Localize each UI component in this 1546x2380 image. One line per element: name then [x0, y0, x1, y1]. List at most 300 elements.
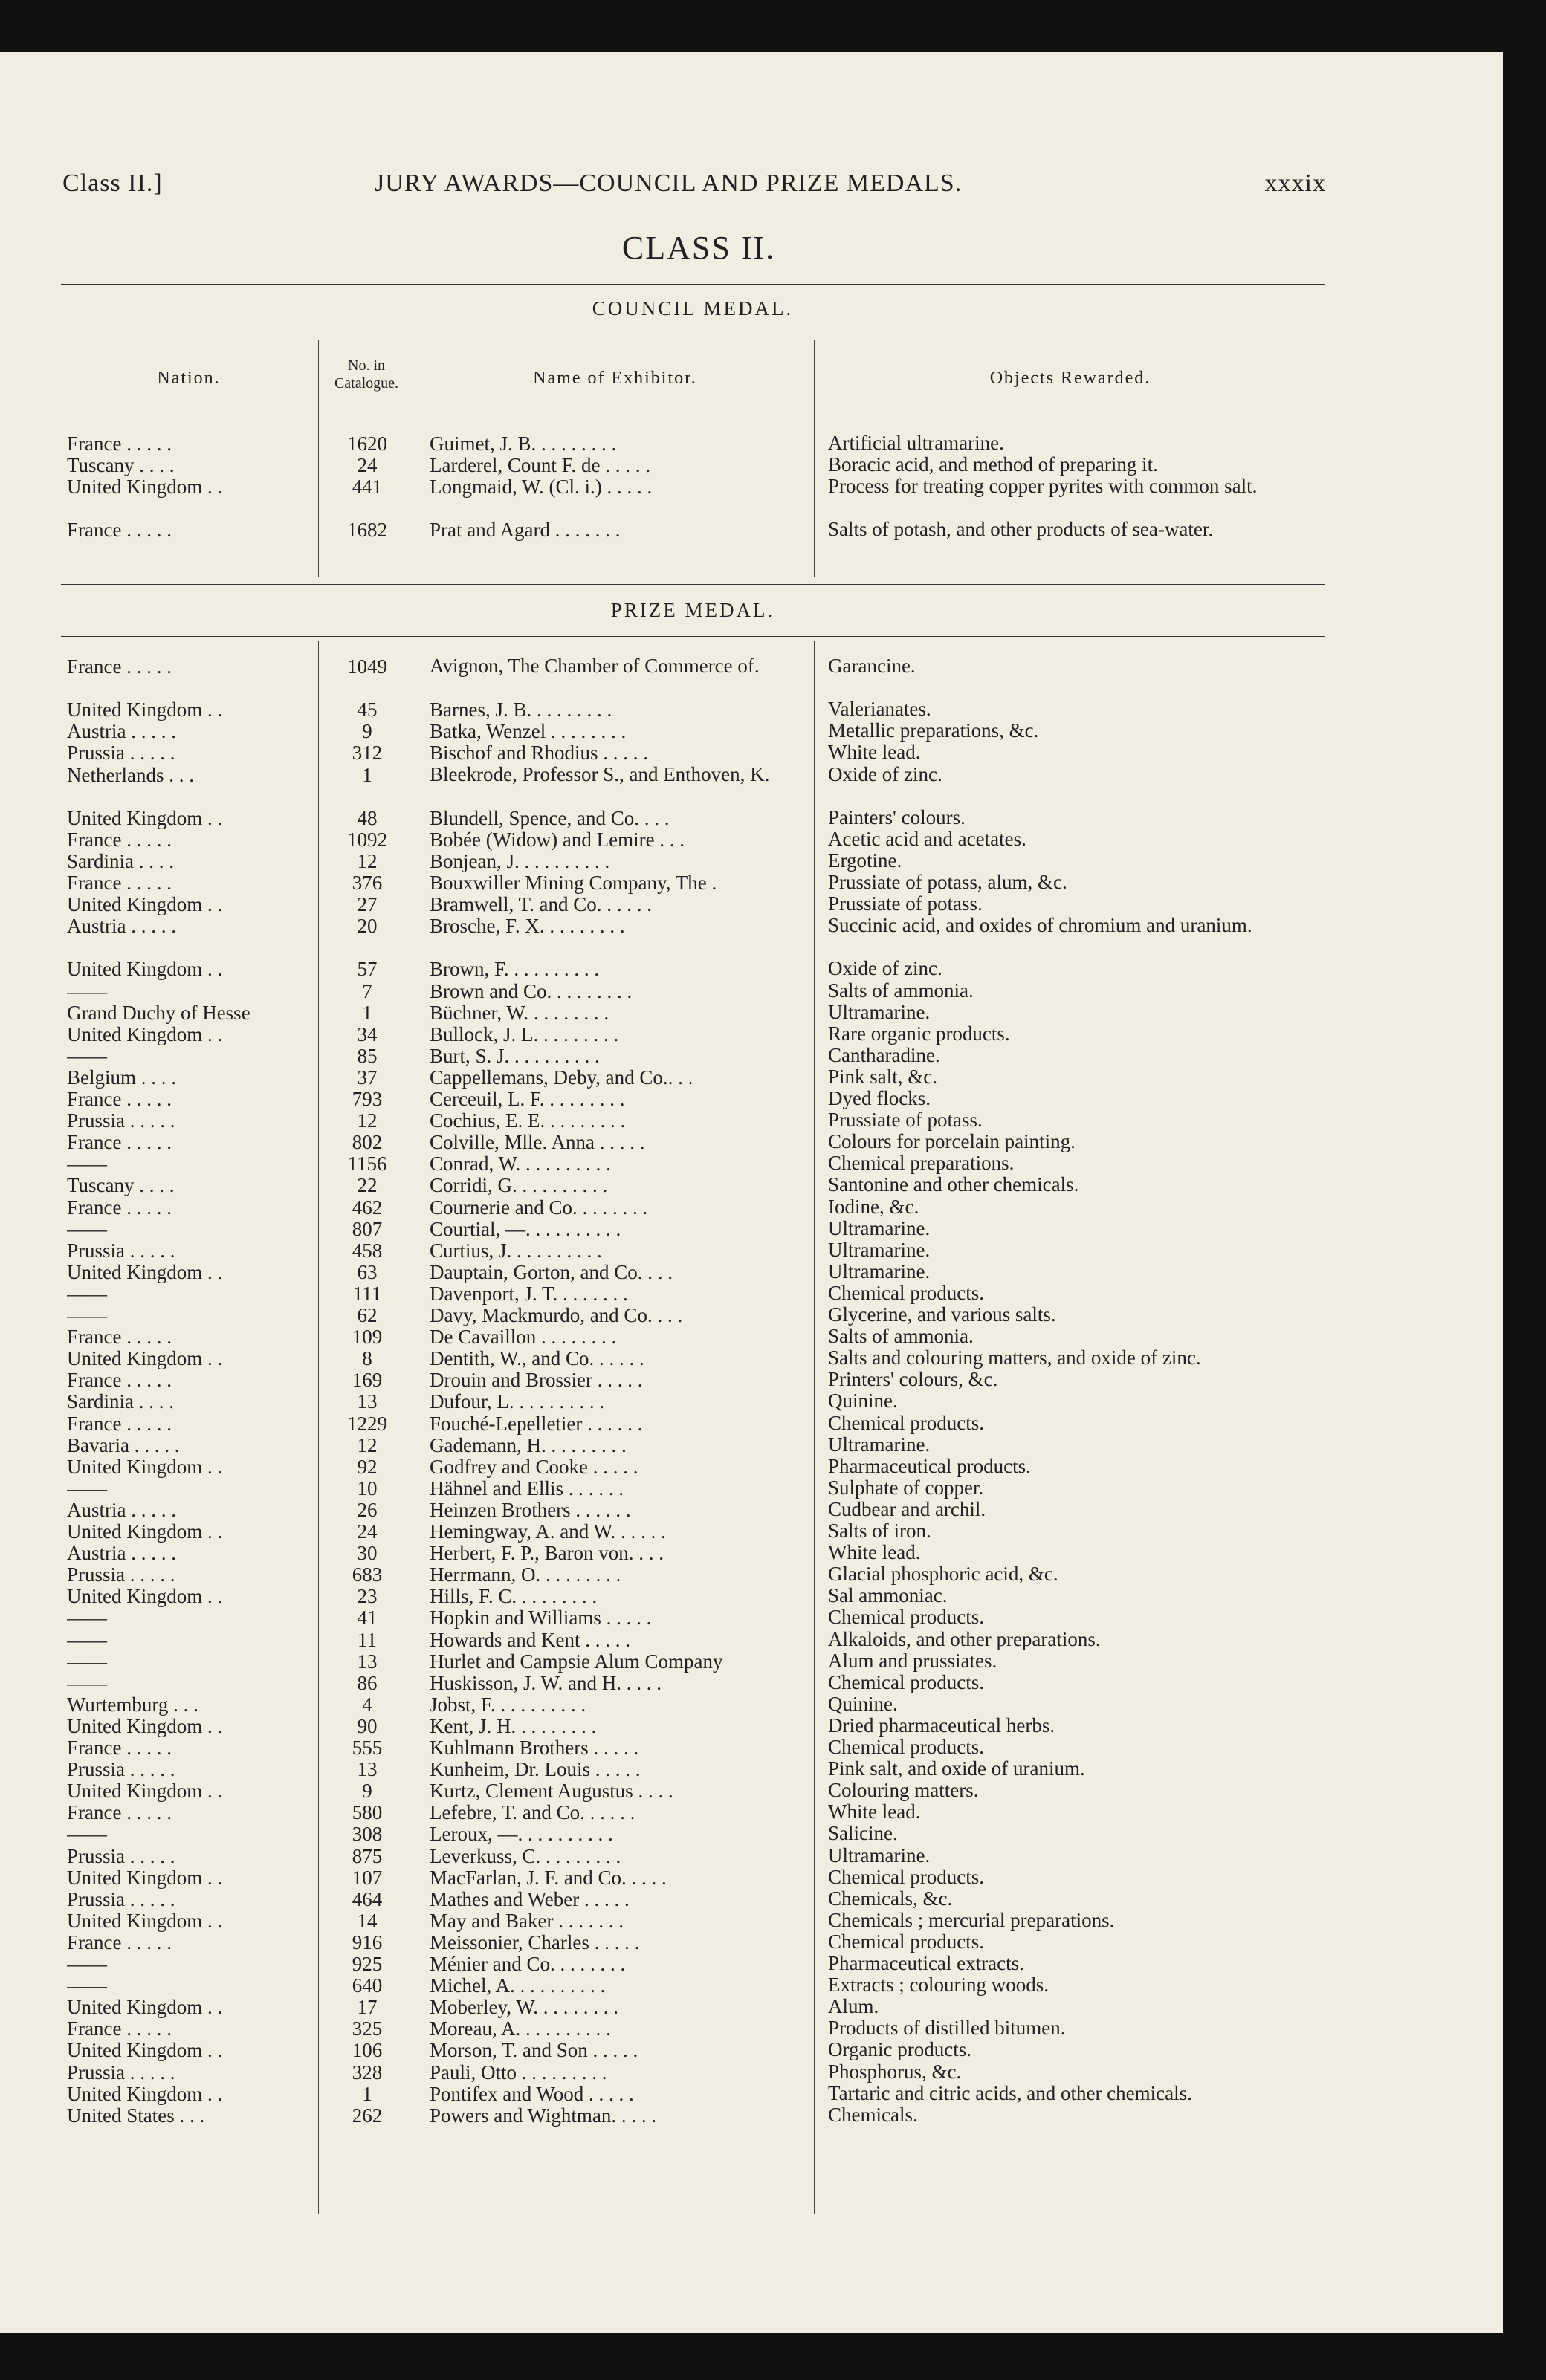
- objects-cell: Colours for porcelain painting.: [828, 1130, 1076, 1153]
- exhibitor-cell: Blundell, Spence, and Co. . . .: [430, 806, 670, 829]
- catalogue-no-cell: 1229: [347, 1412, 387, 1435]
- catalogue-no-cell: 34: [357, 1022, 378, 1045]
- catalogue-no-cell: 12: [357, 1109, 378, 1132]
- nation-cell: Prussia . . . . .: [67, 1239, 175, 1262]
- objects-cell: Chemical preparations.: [828, 1152, 1015, 1175]
- table-row: [0, 1780, 1487, 1801]
- objects-cell: White lead.: [828, 1541, 921, 1564]
- exhibitor-cell: Drouin and Brossier . . . . .: [430, 1369, 643, 1392]
- table-row: [0, 764, 1487, 785]
- table-row: [0, 1477, 1487, 1499]
- catalogue-no-cell: 8: [362, 1347, 372, 1370]
- table-row: [0, 1758, 1487, 1780]
- table-row: [0, 1953, 1487, 1974]
- nation-cell: Prussia . . . . .: [67, 742, 175, 765]
- catalogue-no-cell: 48: [357, 806, 378, 829]
- table-row: [0, 432, 1487, 454]
- catalogue-no-cell: 1049: [347, 655, 387, 678]
- nation-cell: United Kingdom . .: [67, 958, 223, 981]
- exhibitor-cell: Dauptain, Gorton, and Co. . . .: [430, 1260, 673, 1283]
- nation-cell: United Kingdom . .: [67, 2039, 223, 2062]
- table-row: [0, 1261, 1487, 1283]
- exhibitor-cell: Michel, A. . . . . . . . . .: [430, 1974, 606, 1997]
- nation-cell: ——: [67, 1974, 107, 1997]
- nation-cell: Austria . . . . .: [67, 915, 176, 938]
- col-nation: Nation.: [157, 369, 221, 388]
- catalogue-no-cell: 1: [362, 1001, 372, 1024]
- objects-cell: Salts and colouring matters, and oxide of zinc.: [828, 1346, 1201, 1369]
- exhibitor-cell: Kent, J. H. . . . . . . . .: [430, 1714, 597, 1737]
- catalogue-no-cell: 13: [357, 1650, 378, 1673]
- catalogue-no-cell: 7: [362, 979, 372, 1002]
- catalogue-no-cell: 1620: [347, 432, 387, 455]
- nation-cell: France . . . . .: [67, 1088, 172, 1110]
- exhibitor-cell: Bobée (Widow) and Lemire . . .: [430, 828, 685, 851]
- exhibitor-cell: Dufour, L. . . . . . . . . .: [430, 1390, 605, 1413]
- objects-cell: White lead.: [828, 1800, 921, 1823]
- table-row: [0, 742, 1487, 763]
- table-row: [0, 1910, 1487, 1931]
- catalogue-no-cell: 376: [352, 872, 383, 894]
- exhibitor-cell: Bramwell, T. and Co. . . . . .: [430, 893, 652, 916]
- nation-cell: France . . . . .: [67, 1369, 172, 1392]
- catalogue-no-cell: 63: [357, 1260, 378, 1283]
- catalogue-no-cell: 30: [357, 1542, 378, 1565]
- exhibitor-cell: Bonjean, J. . . . . . . . . .: [430, 849, 610, 872]
- exhibitor-cell: MacFarlan, J. F. and Co. . . . .: [430, 1866, 667, 1889]
- nation-cell: United States . . .: [67, 2104, 205, 2127]
- objects-cell: Rare organic products.: [828, 1022, 1010, 1045]
- catalogue-no-cell: 683: [352, 1563, 383, 1586]
- objects-cell: Dyed flocks.: [828, 1087, 931, 1109]
- nation-cell: Tuscany . . . .: [67, 1174, 175, 1197]
- table-row: [0, 1152, 1487, 1174]
- exhibitor-cell: Bullock, J. L. . . . . . . . .: [430, 1022, 619, 1045]
- table-row: [0, 1109, 1487, 1131]
- nation-cell: Prussia . . . . .: [67, 1887, 175, 1910]
- nation-cell: United Kingdom . .: [67, 1780, 223, 1803]
- objects-cell: Acetic acid and acetates.: [828, 827, 1026, 850]
- nation-cell: Sardinia . . . .: [67, 1390, 174, 1413]
- nation-cell: United Kingdom . .: [67, 1347, 223, 1370]
- objects-cell: Chemical products.: [828, 1930, 984, 1953]
- objects-cell: Iodine, &c.: [828, 1195, 919, 1218]
- table-row: [0, 2039, 1487, 2060]
- divider: [61, 584, 1325, 585]
- nation-cell: ——: [67, 1152, 107, 1176]
- table-row: [0, 980, 1487, 1002]
- nation-cell: Austria . . . . .: [67, 1542, 176, 1565]
- nation-cell: ——: [67, 1476, 107, 1499]
- nation-cell: United Kingdom . .: [67, 1455, 223, 1478]
- nation-cell: United Kingdom . .: [67, 806, 223, 829]
- table-row: [0, 1606, 1487, 1628]
- catalogue-no-cell: 92: [357, 1455, 378, 1478]
- catalogue-no-cell: 328: [352, 2060, 383, 2084]
- nation-cell: France . . . . .: [67, 1801, 172, 1824]
- objects-cell: Oxide of zinc.: [828, 762, 942, 785]
- objects-cell: Succinic acid, and oxides of chromium and uranium.: [828, 914, 1252, 937]
- table-row: [0, 1650, 1487, 1672]
- objects-cell: Chemical products.: [828, 1865, 984, 1888]
- exhibitor-cell: Batka, Wenzel . . . . . . . .: [430, 720, 627, 743]
- table-row: [0, 958, 1487, 979]
- table-row: [0, 1996, 1487, 2017]
- table-row: [0, 1672, 1487, 1693]
- exhibitor-cell: Hopkin and Williams . . . . .: [430, 1606, 652, 1630]
- nation-cell: France . . . . .: [67, 2017, 172, 2040]
- catalogue-no-cell: 169: [352, 1369, 383, 1392]
- table-row: [0, 1239, 1487, 1261]
- nation-cell: Netherlands . . .: [67, 763, 194, 786]
- objects-cell: Prussiate of potass.: [828, 1109, 983, 1132]
- table-row: [0, 655, 1487, 677]
- exhibitor-cell: Lefebre, T. and Co. . . . . .: [430, 1801, 635, 1824]
- table-row: [0, 1823, 1487, 1844]
- table-row: [0, 893, 1487, 915]
- nation-cell: Austria . . . . .: [67, 1498, 176, 1521]
- table-row: [0, 2083, 1487, 2104]
- exhibitor-cell: Meissonier, Charles . . . . .: [430, 1930, 640, 1953]
- catalogue-no-cell: 109: [352, 1326, 383, 1349]
- exhibitor-cell: Pauli, Otto . . . . . . . . .: [430, 2060, 607, 2084]
- nation-cell: France . . . . .: [67, 1196, 172, 1219]
- table-row: [0, 1867, 1487, 1888]
- nation-cell: Tuscany . . . .: [67, 454, 175, 476]
- exhibitor-cell: Mathes and Weber . . . . .: [430, 1887, 630, 1910]
- table-row: [0, 1931, 1487, 1953]
- catalogue-no-cell: 86: [357, 1671, 378, 1694]
- exhibitor-cell: May and Baker . . . . . . .: [430, 1909, 624, 1932]
- objects-cell: Ergotine.: [828, 849, 902, 872]
- catalogue-no-cell: 85: [357, 1044, 378, 1067]
- objects-cell: Chemical products.: [828, 1736, 984, 1758]
- table-row: [0, 1693, 1487, 1715]
- running-header: [62, 169, 1326, 199]
- exhibitor-cell: Herrmann, O. . . . . . . . .: [430, 1563, 621, 1586]
- nation-cell: United Kingdom . .: [67, 1714, 223, 1737]
- table-row: [0, 1283, 1487, 1304]
- table-row: [0, 1845, 1487, 1867]
- table-row: [0, 454, 1487, 476]
- exhibitor-cell: Cerceuil, L. F. . . . . . . . .: [430, 1088, 625, 1110]
- catalogue-no-cell: 24: [357, 1520, 378, 1543]
- nation-cell: France . . . . .: [67, 432, 172, 455]
- objects-cell: Ultramarine.: [828, 1433, 931, 1456]
- catalogue-no-cell: 57: [357, 958, 378, 981]
- objects-cell: Salicine.: [828, 1822, 898, 1845]
- nation-cell: France . . . . .: [67, 1737, 172, 1759]
- exhibitor-cell: Hähnel and Ellis . . . . . .: [430, 1476, 624, 1499]
- catalogue-no-cell: 23: [357, 1585, 378, 1608]
- exhibitor-cell: Prat and Agard . . . . . . .: [430, 519, 621, 541]
- table-row: [0, 2017, 1487, 2039]
- objects-cell: Pharmaceutical extracts.: [828, 1952, 1024, 1974]
- table-row: [0, 2104, 1487, 2126]
- table-row: [0, 1218, 1487, 1239]
- objects-cell: Tartaric and citric acids, and other chemicals.: [828, 2081, 1192, 2104]
- objects-cell: Glacial phosphoric acid, &c.: [828, 1563, 1058, 1586]
- objects-cell: Alum.: [828, 1995, 879, 2018]
- exhibitor-cell: Colville, Mlle. Anna . . . . .: [430, 1131, 645, 1154]
- nation-cell: ——: [67, 1628, 107, 1651]
- table-row: [0, 2061, 1487, 2083]
- objects-cell: Salts of ammonia.: [828, 1325, 974, 1348]
- objects-cell: Santonine and other chemicals.: [828, 1173, 1079, 1196]
- objects-cell: Ultramarine.: [828, 1000, 931, 1023]
- table-row: [0, 1023, 1487, 1045]
- nation-cell: ——: [67, 1823, 107, 1846]
- catalogue-no-cell: 325: [352, 2017, 383, 2040]
- exhibitor-cell: Bischof and Rhodius . . . . .: [430, 742, 648, 765]
- catalogue-no-cell: 12: [357, 849, 378, 872]
- catalogue-no-cell: 262: [352, 2104, 383, 2127]
- catalogue-no-cell: 9: [362, 720, 372, 743]
- nation-cell: Prussia . . . . .: [67, 2060, 175, 2084]
- class-title: CLASS II.: [621, 230, 776, 266]
- nation-cell: United Kingdom . .: [67, 1022, 223, 1045]
- nation-cell: France . . . . .: [67, 1930, 172, 1953]
- col-exhibitor: Name of Exhibitor.: [533, 369, 697, 388]
- exhibitor-cell: Leverkuss, C. . . . . . . . .: [430, 1844, 621, 1867]
- nation-cell: ——: [67, 1282, 107, 1305]
- exhibitor-cell: Cochius, E. E. . . . . . . . .: [430, 1109, 626, 1132]
- catalogue-no-cell: 9: [362, 1780, 372, 1803]
- exhibitor-cell: Godfrey and Cooke . . . . .: [430, 1455, 638, 1478]
- exhibitor-cell: Gademann, H. . . . . . . . .: [430, 1433, 627, 1456]
- objects-cell: Chemical products.: [828, 1606, 984, 1629]
- divider: [61, 284, 1325, 285]
- nation-cell: Wurtemburg . . .: [67, 1693, 198, 1716]
- objects-cell: Ultramarine.: [828, 1844, 931, 1867]
- council-medal-title: COUNCIL MEDAL.: [592, 297, 794, 320]
- nation-cell: France . . . . .: [67, 1131, 172, 1154]
- objects-cell: Metallic preparations, &c.: [828, 719, 1039, 742]
- exhibitor-cell: Moberley, W. . . . . . . . .: [430, 1996, 618, 2019]
- table-row: [0, 1434, 1487, 1456]
- catalogue-no-cell: 458: [352, 1239, 383, 1262]
- exhibitor-cell: Huskisson, J. W. and H. . . . .: [430, 1671, 662, 1694]
- catalogue-no-cell: 4: [362, 1693, 372, 1716]
- table-row: [0, 1974, 1487, 1996]
- table-row: [0, 1088, 1487, 1109]
- exhibitor-cell: Howards and Kent . . . . .: [430, 1628, 630, 1651]
- catalogue-no-cell: 41: [357, 1606, 378, 1630]
- objects-cell: White lead.: [828, 741, 921, 764]
- exhibitor-cell: Courtial, —. . . . . . . . . .: [430, 1217, 621, 1240]
- nation-cell: France . . . . .: [67, 1326, 172, 1349]
- table-row: [0, 807, 1487, 829]
- objects-cell: Garancine.: [828, 655, 916, 677]
- exhibitor-cell: Herbert, F. P., Baron von. . . .: [430, 1542, 664, 1565]
- objects-cell: Quinine.: [828, 1390, 898, 1413]
- table-row: [0, 720, 1487, 742]
- nation-cell: United Kingdom . .: [67, 1996, 223, 2019]
- catalogue-no-cell: 802: [352, 1131, 383, 1154]
- table-row: [0, 915, 1487, 936]
- exhibitor-cell: Davy, Mackmurdo, and Co. . . .: [430, 1304, 683, 1326]
- table-row: [0, 1131, 1487, 1152]
- catalogue-no-cell: 27: [357, 893, 378, 916]
- nation-cell: ——: [67, 1650, 107, 1673]
- objects-cell: Chemicals ; mercurial preparations.: [828, 1908, 1115, 1931]
- catalogue-no-cell: 37: [357, 1066, 378, 1089]
- objects-cell: Artificial ultramarine.: [828, 432, 1004, 454]
- catalogue-no-cell: 1682: [347, 519, 387, 541]
- catalogue-no-cell: 13: [357, 1758, 378, 1781]
- objects-cell: Alkaloids, and other preparations.: [828, 1627, 1101, 1650]
- exhibitor-cell: Hurlet and Campsie Alum Company: [430, 1650, 723, 1673]
- objects-cell: Sulphate of copper.: [828, 1476, 984, 1499]
- objects-cell: Ultramarine.: [828, 1238, 931, 1261]
- exhibitor-cell: Conrad, W. . . . . . . . . .: [430, 1152, 611, 1176]
- catalogue-no-cell: 925: [352, 1953, 383, 1975]
- exhibitor-cell: Larderel, Count F. de . . . . .: [430, 454, 651, 476]
- catalogue-no-cell: 1: [362, 2082, 372, 2105]
- prize-medal-title: PRIZE MEDAL.: [610, 599, 775, 621]
- catalogue-no-cell: 555: [352, 1737, 383, 1759]
- table-row: [0, 1390, 1487, 1412]
- objects-cell: Process for treating copper pyrites with common salt.: [828, 475, 1258, 497]
- exhibitor-cell: Bleekrode, Professor S., and Enthoven, K.: [430, 763, 770, 785]
- exhibitor-cell: Bouxwiller Mining Company, The .: [430, 872, 717, 894]
- objects-cell: Valerianates.: [828, 698, 931, 721]
- catalogue-no-cell: 308: [352, 1823, 383, 1846]
- catalogue-no-cell: 17: [357, 1996, 378, 2019]
- catalogue-no-cell: 26: [357, 1498, 378, 1521]
- exhibitor-cell: Pontifex and Wood . . . . .: [430, 2082, 634, 2105]
- exhibitor-cell: De Cavaillon . . . . . . . .: [430, 1326, 617, 1349]
- exhibitor-cell: Brown, F. . . . . . . . . .: [430, 958, 600, 981]
- nation-cell: ——: [67, 1671, 107, 1694]
- exhibitor-cell: Dentith, W., and Co. . . . . .: [430, 1347, 644, 1370]
- objects-cell: Phosphorus, &c.: [828, 2060, 962, 2083]
- objects-cell: Cantharadine.: [828, 1043, 940, 1066]
- exhibitor-cell: Burt, S. J. . . . . . . . . .: [430, 1044, 600, 1067]
- table-row: [0, 1002, 1487, 1023]
- catalogue-no-cell: 11: [358, 1628, 377, 1651]
- nation-cell: France . . . . .: [67, 519, 172, 541]
- exhibitor-cell: Kurtz, Clement Augustus . . . .: [430, 1780, 673, 1803]
- objects-cell: Chemicals, &c.: [828, 1887, 953, 1910]
- catalogue-no-cell: 916: [352, 1930, 383, 1953]
- table-row: [0, 1542, 1487, 1563]
- table-row: [0, 1174, 1487, 1196]
- objects-cell: Painters' colours.: [828, 805, 966, 829]
- objects-cell: Pharmaceutical products.: [828, 1454, 1031, 1477]
- table-row: [0, 1737, 1487, 1758]
- catalogue-no-cell: 90: [357, 1714, 378, 1737]
- exhibitor-cell: Brosche, F. X. . . . . . . . .: [430, 915, 625, 938]
- exhibitor-cell: Hills, F. C. . . . . . . . .: [430, 1585, 598, 1608]
- exhibitor-cell: Heinzen Brothers . . . . . .: [430, 1498, 631, 1521]
- exhibitor-cell: Kuhlmann Brothers . . . . .: [430, 1737, 639, 1759]
- nation-cell: ——: [67, 1217, 107, 1240]
- catalogue-no-cell: 580: [352, 1801, 383, 1824]
- catalogue-no-cell: 45: [357, 698, 378, 722]
- nation-cell: ——: [67, 979, 107, 1002]
- catalogue-no-cell: 22: [357, 1174, 378, 1197]
- catalogue-no-cell: 441: [352, 476, 383, 498]
- objects-cell: Printers' colours, &c.: [828, 1368, 998, 1391]
- nation-cell: United Kingdom . .: [67, 1909, 223, 1932]
- table-row: [0, 1563, 1487, 1585]
- objects-cell: Dried pharmaceutical herbs.: [828, 1713, 1055, 1737]
- nation-cell: United Kingdom . .: [67, 2082, 223, 2105]
- nation-cell: France . . . . .: [67, 872, 172, 894]
- objects-cell: Quinine.: [828, 1692, 898, 1715]
- exhibitor-cell: Guimet, J. B. . . . . . . . .: [430, 432, 617, 455]
- nation-cell: United Kingdom . .: [67, 476, 223, 498]
- exhibitor-cell: Fouché-Lepelletier . . . . . .: [430, 1412, 643, 1435]
- objects-cell: Chemical products.: [828, 1411, 984, 1434]
- table-row: [0, 1196, 1487, 1218]
- nation-cell: France . . . . .: [67, 828, 172, 851]
- table-row: [0, 519, 1487, 540]
- table-row: [0, 1715, 1487, 1737]
- nation-cell: Prussia . . . . .: [67, 1563, 175, 1586]
- nation-cell: France . . . . .: [67, 655, 172, 678]
- nation-cell: Prussia . . . . .: [67, 1109, 175, 1132]
- objects-cell: Salts of ammonia.: [828, 979, 974, 1002]
- exhibitor-cell: Avignon, The Chamber of Commerce of.: [430, 655, 760, 677]
- table-row: [0, 1520, 1487, 1542]
- table-row: [0, 1045, 1487, 1066]
- objects-cell: Chemical products.: [828, 1670, 984, 1693]
- exhibitor-cell: Kunheim, Dr. Louis . . . . .: [430, 1758, 641, 1781]
- objects-cell: Chemicals.: [828, 2103, 918, 2126]
- objects-cell: Salts of iron.: [828, 1520, 931, 1542]
- objects-cell: Pink salt, and oxide of uranium.: [828, 1757, 1085, 1780]
- exhibitor-cell: Powers and Wightman. . . . .: [430, 2104, 657, 2127]
- exhibitor-cell: Curtius, J. . . . . . . . . .: [430, 1239, 602, 1262]
- exhibitor-cell: Corridi, G. . . . . . . . . .: [430, 1174, 608, 1197]
- catalogue-no-cell: 111: [352, 1282, 382, 1305]
- objects-cell: Alum and prussiates.: [828, 1649, 997, 1672]
- table-row: [0, 850, 1487, 872]
- table-row: [0, 1326, 1487, 1347]
- catalogue-no-cell: 13: [357, 1390, 378, 1413]
- exhibitor-cell: Leroux, —. . . . . . . . . .: [430, 1823, 613, 1846]
- exhibitor-cell: Ménier and Co. . . . . . . .: [430, 1953, 626, 1975]
- nation-cell: ——: [67, 1044, 107, 1067]
- catalogue-no-cell: 312: [352, 742, 383, 765]
- objects-cell: Chemical products.: [828, 1281, 984, 1304]
- catalogue-no-cell: 1092: [347, 828, 387, 851]
- objects-cell: Cudbear and archil.: [828, 1497, 986, 1520]
- objects-cell: Glycerine, and various salts.: [828, 1303, 1056, 1326]
- nation-cell: ——: [67, 1304, 107, 1326]
- col-objects: Objects Rewarded.: [989, 369, 1151, 388]
- objects-cell: Salts of potash, and other products of sea-water.: [828, 518, 1214, 540]
- nation-cell: United Kingdom . .: [67, 1585, 223, 1608]
- catalogue-no-cell: 20: [357, 915, 378, 938]
- exhibitor-cell: Cournerie and Co. . . . . . . .: [430, 1196, 648, 1219]
- catalogue-no-cell: 793: [352, 1088, 383, 1110]
- col-no: No. in Catalogue.: [334, 357, 399, 392]
- nation-cell: France . . . . .: [67, 1412, 172, 1435]
- objects-cell: Prussiate of potass.: [828, 892, 983, 915]
- catalogue-no-cell: 875: [352, 1844, 383, 1867]
- catalogue-no-cell: 14: [357, 1909, 378, 1932]
- header-class: Class II.]: [62, 169, 163, 197]
- nation-cell: ——: [67, 1606, 107, 1630]
- divider: [61, 636, 1325, 637]
- table-row: [0, 1888, 1487, 1910]
- catalogue-no-cell: 10: [357, 1476, 378, 1499]
- nation-cell: United Kingdom . .: [67, 893, 223, 916]
- catalogue-no-cell: 107: [352, 1866, 383, 1889]
